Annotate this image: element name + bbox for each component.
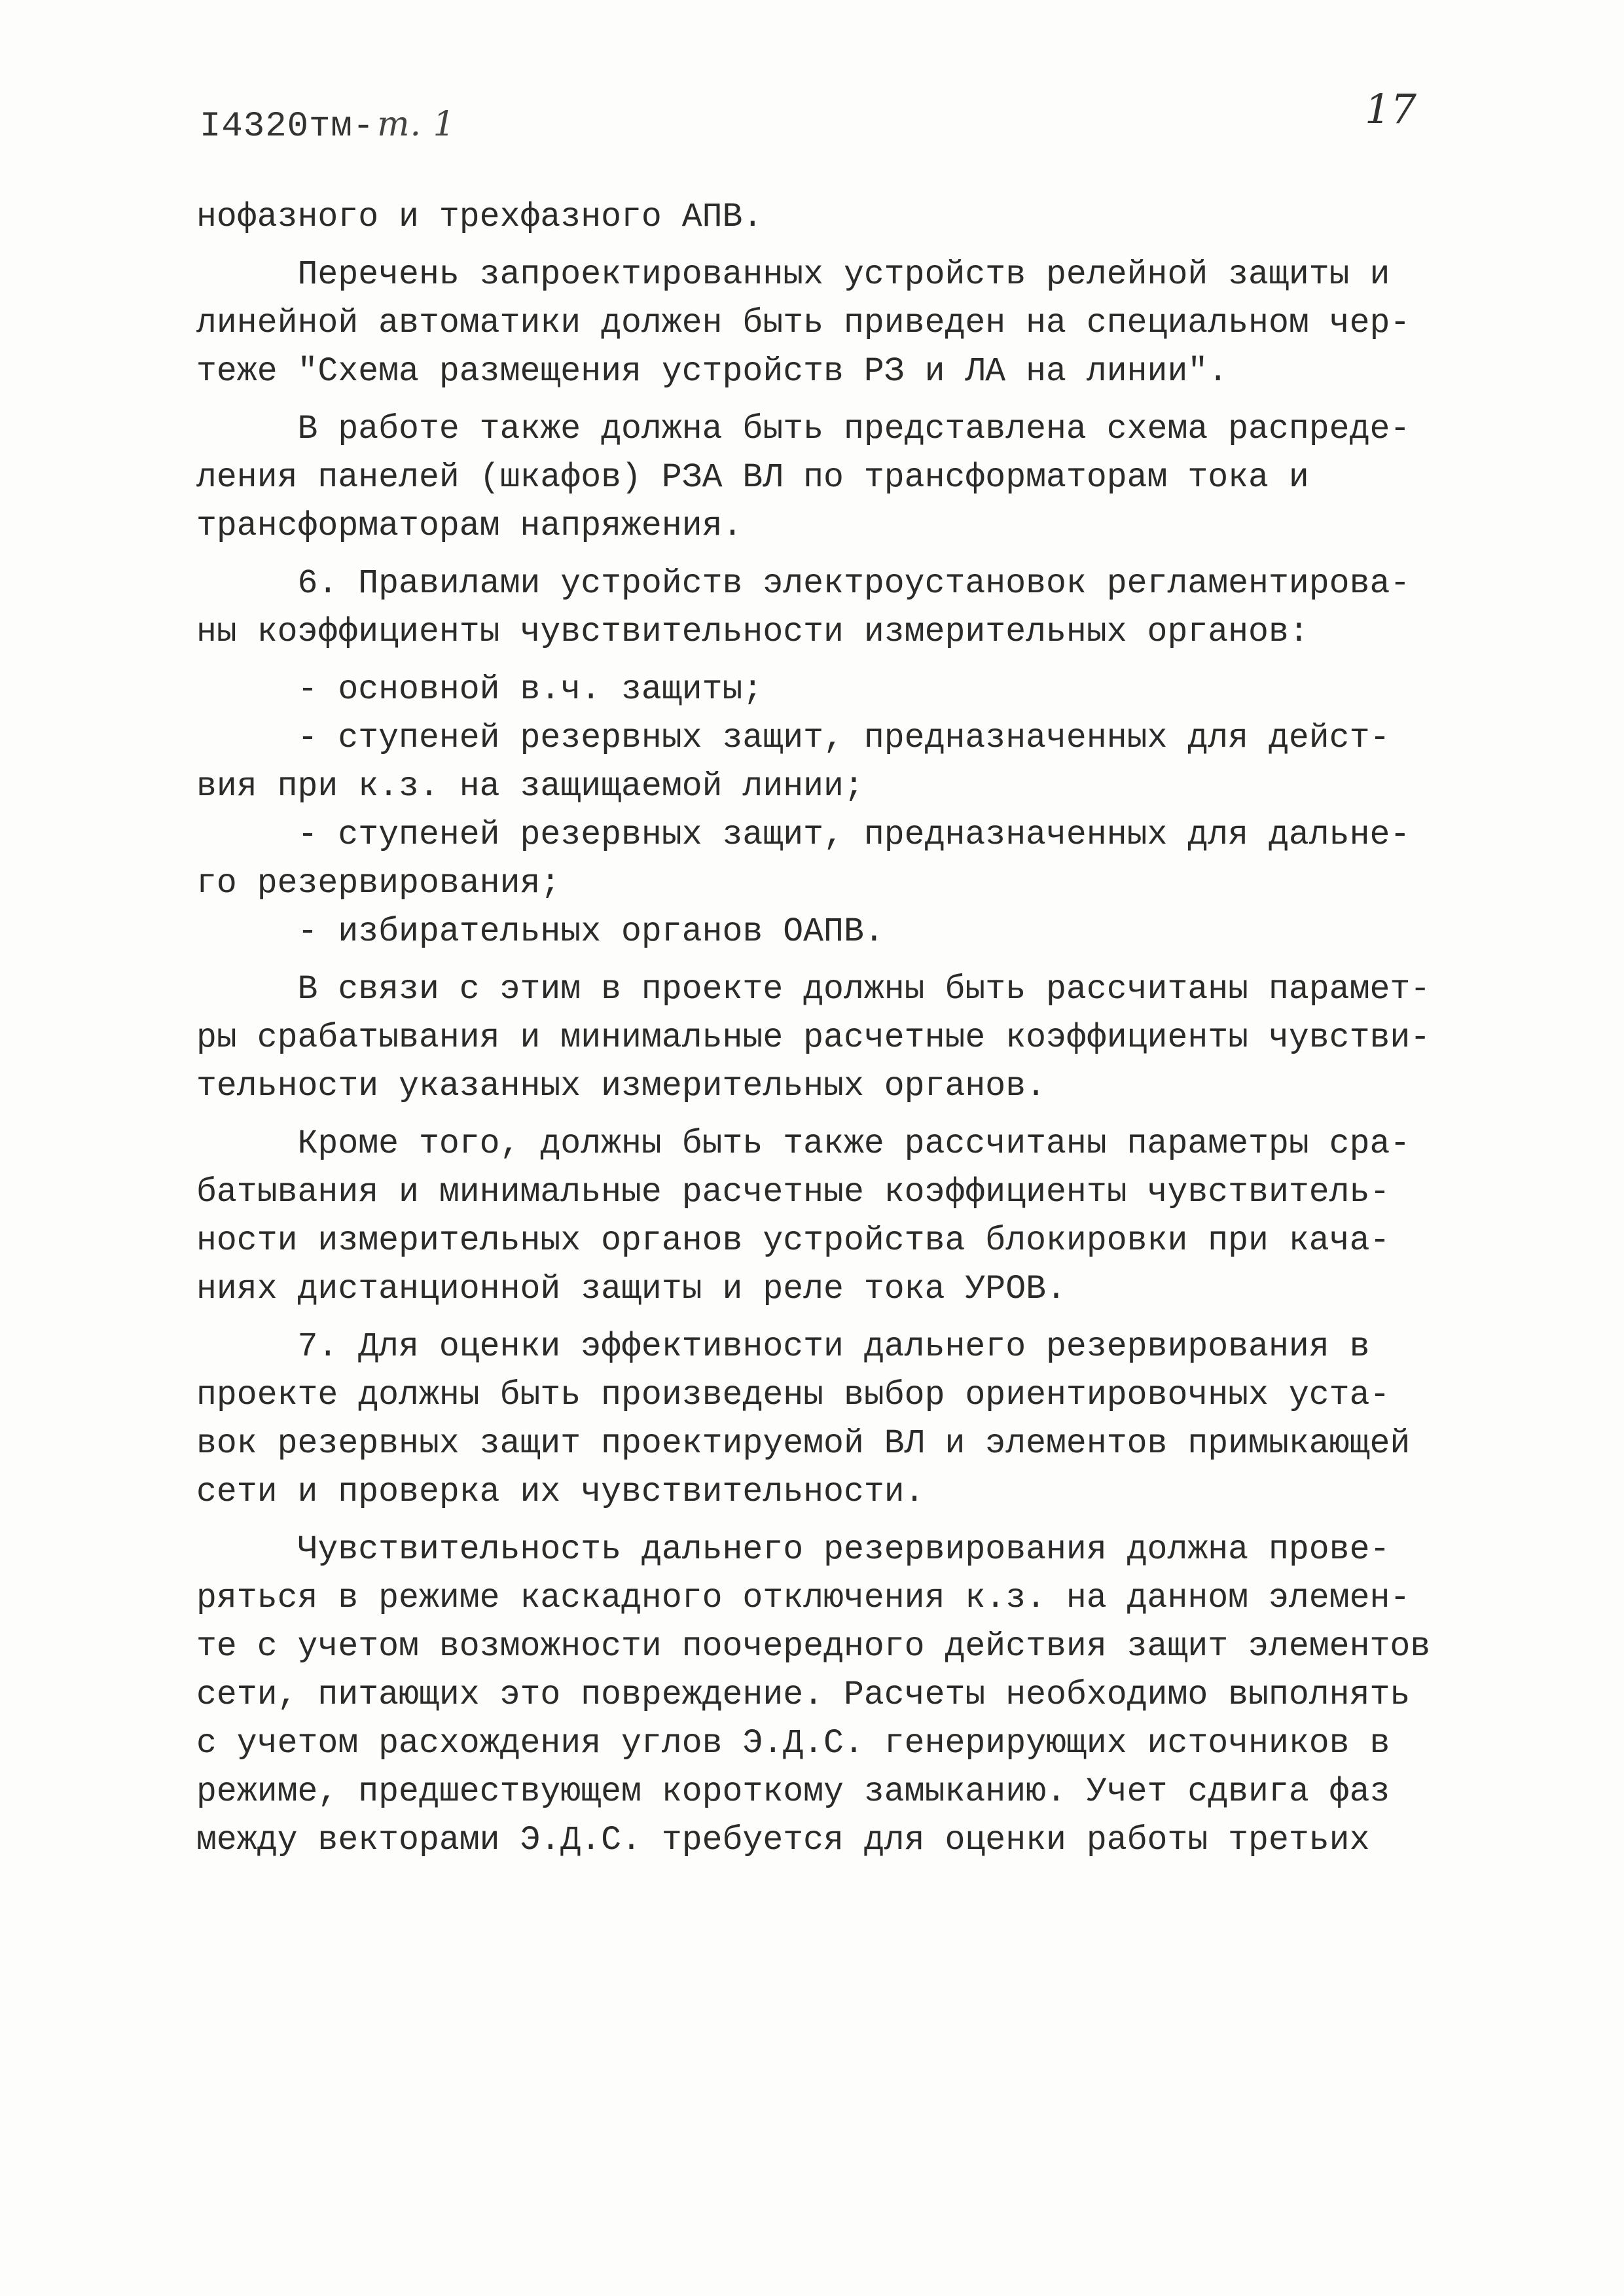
document-code-handwritten: т. 1 [377, 105, 456, 144]
text-line: ны коэффициенты чувствительности измерительных органов: [196, 613, 1309, 651]
text-line: трансформаторам напряжения. [196, 507, 743, 545]
text-line: нофазного и трехфазного АПВ. [196, 198, 763, 236]
list-item: - избирательных органов ОАПВ. [196, 913, 884, 951]
text-line: с учетом расхождения углов Э.Д.С. генерирующих источников в [196, 1725, 1390, 1763]
text-line: Перечень запроектированных устройств релейной защиты и [196, 256, 1390, 294]
text-line: В работе также должна быть представлена схема распреде- [196, 410, 1411, 448]
document-code-typed: I4320тм- [200, 107, 375, 147]
text-line: те с учетом возможности поочередного действия защит элементов [196, 1628, 1431, 1666]
text-line: ниях дистанционной защиты и реле тока УРОВ. [196, 1270, 1066, 1308]
document-code [200, 105, 456, 147]
list-item: - ступеней резервных защит, предназначенных для дальне- [196, 816, 1411, 854]
text-line: 7. Для оценки эффективности дальнего резервирования в [196, 1328, 1370, 1366]
text-line: линейной автоматики должен быть приведен на специальном чер- [196, 304, 1411, 342]
list-item: го резервирования; [196, 865, 561, 903]
text-line: теже "Схема размещения устройств РЗ и ЛА на линии". [196, 353, 1229, 391]
text-line: вок резервных защит проектируемой ВЛ и элементов примыкающей [196, 1425, 1411, 1463]
text-line: Чувствительность дальнего резервирования должна прове- [196, 1531, 1390, 1569]
text-line: 6. Правилами устройств электроустановок регламентирова- [196, 565, 1411, 603]
text-line: сети, питающих это повреждение. Расчеты необходимо выполнять [196, 1676, 1411, 1714]
text-line: ряться в режиме каскадного отключения к.з. на данном элемен- [196, 1579, 1411, 1617]
text-line: сети и проверка их чувствительности. [196, 1473, 925, 1511]
list-item: вия при к.з. на защищаемой линии; [196, 768, 864, 806]
body-text [196, 193, 1473, 1865]
text-line: В связи с этим в проекте должны быть рассчитаны парамет- [196, 971, 1431, 1009]
list-item: - основной в.ч. защиты; [196, 671, 763, 709]
text-line: батывания и минимальные расчетные коэффициенты чувствитель- [196, 1174, 1390, 1211]
text-line: ности измерительных органов устройства блокировки при кача- [196, 1222, 1390, 1260]
text-line: между векторами Э.Д.С. требуется для оценки работы третьих [196, 1821, 1370, 1859]
list-item: - ступеней резервных защит, предназначенных для дейст- [196, 719, 1390, 757]
text-line: проекте должны быть произведены выбор ориентировочных уста- [196, 1376, 1390, 1414]
text-line: ры срабатывания и минимальные расчетные коэффициенты чувстви- [196, 1019, 1431, 1057]
page-number: 17 [1365, 85, 1416, 133]
text-line: тельности указанных измерительных органов. [196, 1067, 1047, 1105]
text-line: режиме, предшествующем короткому замыканию. Учет сдвига фаз [196, 1773, 1390, 1811]
text-line: Кроме того, должны быть также рассчитаны параметры сра- [196, 1125, 1411, 1163]
text-line: ления панелей (шкафов) РЗА ВЛ по трансформаторам тока и [196, 459, 1309, 497]
